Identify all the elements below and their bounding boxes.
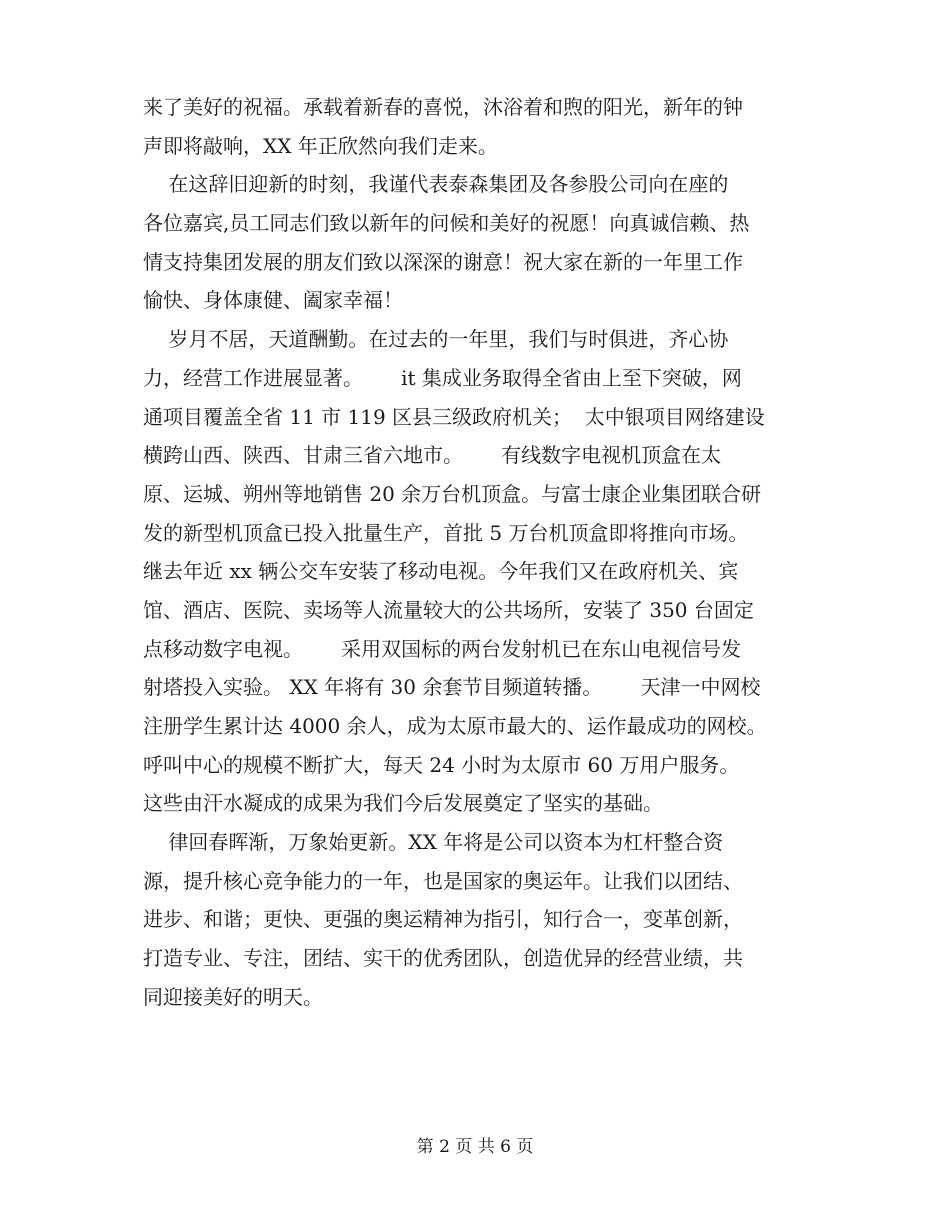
text-line: 呼叫中心的规模不断扩大，每天 24 小时为太原市 60 万用户服务。 bbox=[143, 752, 740, 777]
text-line: 情支持集团发展的朋友们致以深深的谢意！祝大家在新的一年里工作 bbox=[143, 249, 743, 274]
body-text bbox=[143, 88, 823, 1017]
text-line: 同迎接美好的明天。 bbox=[143, 984, 323, 1009]
text-line: 射塔投入实验。 XX 年将有 30 余套节目频道转播。 天津一中网校 bbox=[143, 675, 761, 700]
text-line: 声即将敲响，XX 年正欣然向我们走来。 bbox=[143, 133, 498, 158]
text-line: 愉快、身体康健、阖家幸福！ bbox=[143, 288, 403, 313]
text-line: 进步、和谐；更快、更强的奥运精神为指引，知行合一，变革创新， bbox=[143, 907, 743, 932]
text-line: 原、运城、朔州等地销售 20 余万台机顶盒。与富士康企业集团联合研 bbox=[143, 481, 762, 506]
text-line: 力，经营工作进展显著。 it 集成业务取得全省由上至下突破，网 bbox=[143, 365, 742, 390]
text-line: 这些由汗水凝成的成果为我们今后发展奠定了坚实的基础。 bbox=[143, 791, 663, 816]
text-line: 注册学生累计达 4000 余人，成为太原市最大的、运作最成功的网校。 bbox=[143, 714, 767, 738]
text-line: 横跨山西、陕西、甘肃三省六地市。 有线数字电视机顶盒在太 bbox=[143, 443, 722, 468]
text-line: 通项目覆盖全省 11 市 119 区县三级政府机关； 太中银项目网络建设 bbox=[143, 404, 765, 429]
text-line: 打造专业、专注，团结、实干的优秀团队，创造优异的经营业绩，共 bbox=[143, 946, 743, 971]
text-line: 律回春晖渐，万象始更新。XX 年将是公司以资本为杠杆整合资 bbox=[143, 830, 724, 855]
text-line: 各位嘉宾,员工同志们致以新年的问候和美好的祝愿！向真诚信赖、热 bbox=[143, 211, 750, 236]
text-line: 馆、酒店、医院、卖场等人流量较大的公共场所，安装了 350 台固定 bbox=[143, 597, 754, 622]
text-line: 岁月不居，天道酬勤。在过去的一年里，我们与时俱进，齐心协 bbox=[143, 327, 729, 352]
text-line: 在这辞旧迎新的时刻，我谨代表泰森集团及各参股公司向在座的 bbox=[143, 172, 729, 197]
text-line: 继去年近 xx 辆公交车安装了移动电视。今年我们又在政府机关、宾 bbox=[143, 559, 739, 584]
text-line: 源，提升核心竞争能力的一年，也是国家的奥运年。让我们以团结、 bbox=[143, 868, 743, 893]
text-line: 点移动数字电视。 采用双国标的两台发射机已在东山电视信号发 bbox=[143, 636, 742, 661]
text-line: 来了美好的祝福。承载着新春的喜悦，沐浴着和煦的阳光，新年的钟 bbox=[143, 95, 743, 119]
text-line: 发的新型机顶盒已投入批量生产，首批 5 万台机顶盒即将推向市场。 bbox=[143, 520, 749, 545]
page-number-footer: 第 2 页 共 6 页 bbox=[416, 1137, 534, 1157]
